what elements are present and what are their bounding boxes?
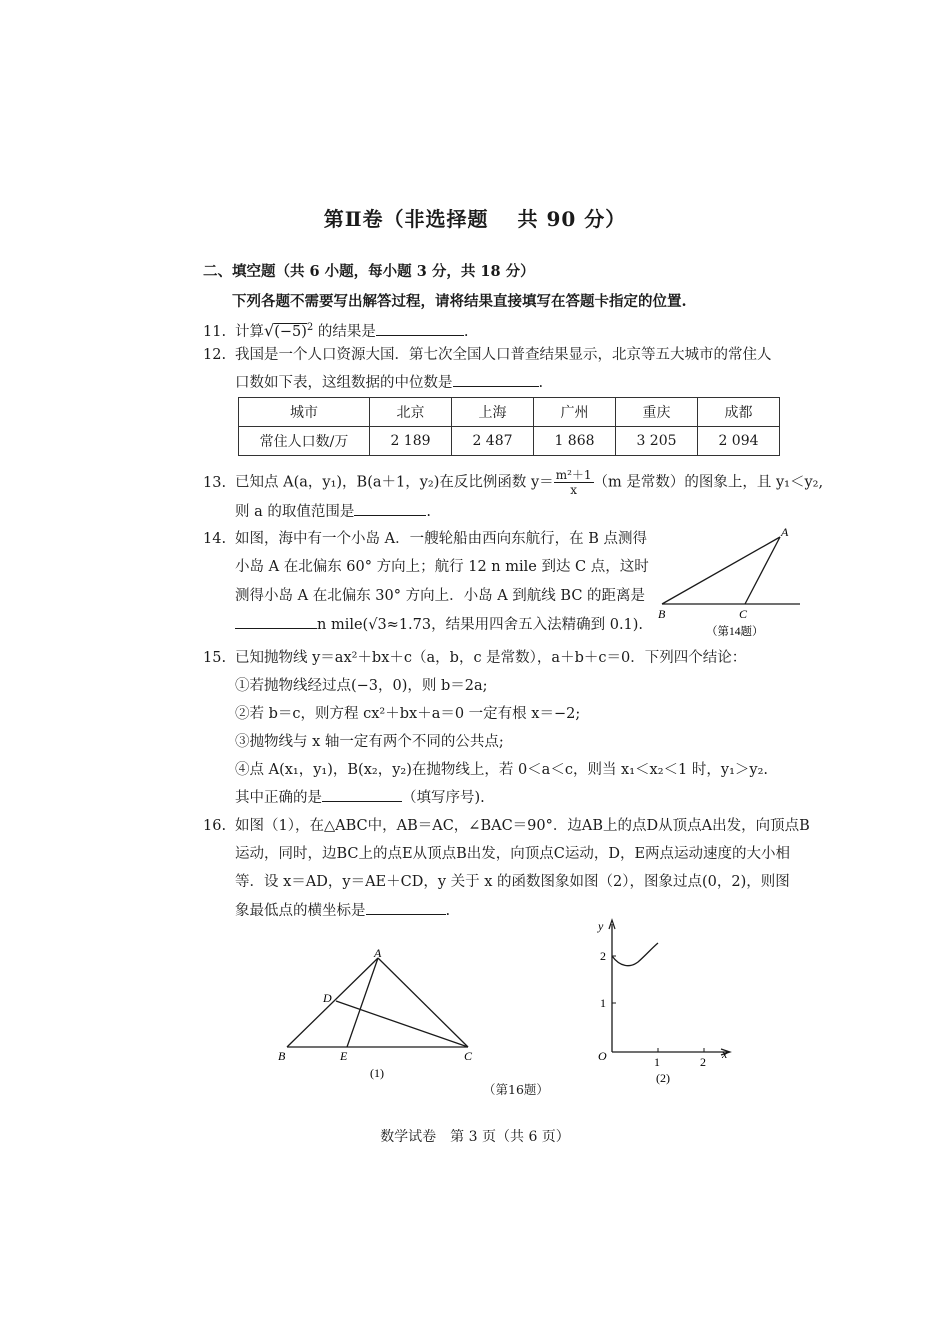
table-row: [239, 427, 780, 456]
question-16: 16. 如图（1），在△ABC中，AB＝AC，∠BAC＝90°．边AB上的点D从顶点A出发，向顶点B: [203, 818, 810, 834]
table-cell: 2 487: [452, 427, 534, 456]
question-number: 16.: [203, 818, 227, 834]
point-label-c: C: [464, 1049, 473, 1063]
y-tick-label: 1: [600, 996, 606, 1010]
table-cell: 北京: [370, 398, 452, 427]
question-14-line4: n mile(√3≈1.73，结果用四舍五入法精确到 0.1).: [235, 614, 643, 635]
figure-16-2: [590, 910, 750, 1085]
table-cell: 1 868: [534, 427, 616, 456]
point-label-e: E: [340, 1049, 348, 1063]
function-curve: [612, 943, 658, 966]
question-13: 13. 已知点 A(a，y₁)，B(a＋1，y₂)在反比例函数 y＝ $\frac{\text{m²＋1}}{x}$ （m 是常数）的图象上，且 y₁＜y₂,: [203, 468, 824, 497]
table-cell: 常住人口数/万: [239, 427, 370, 456]
conclusion-4: ④点 A(x₁，y₁)，B(x₂，y₂)在抛物线上，若 0＜a＜c，则当 x₁＜x₂＜1 时，y₁＞y₂.: [235, 762, 768, 778]
point-label-a: A: [374, 946, 382, 960]
fraction: $\frac{\text{m²＋1}}{x}$: [555, 468, 592, 497]
figure-16-caption: （第16题）: [483, 1082, 549, 1097]
question-15-answer: 其中正确的是 （填写序号).: [235, 787, 485, 808]
answer-blank: [235, 614, 317, 629]
answer-blank: [453, 372, 539, 387]
conclusion-3: ③抛物线与 x 轴一定有两个不同的公共点;: [235, 734, 504, 750]
figure-16-1: [270, 945, 490, 1085]
figure-caption: (2): [656, 1071, 670, 1085]
question-11: 11. 计算$√(-5)^2$ 的结果是 .: [203, 320, 469, 340]
point-label-b: B: [658, 607, 666, 621]
page-footer: 数学试卷 第 3 页（共 6 页）: [380, 1129, 570, 1145]
side-ab: [287, 958, 378, 1047]
x-tick-label: 2: [700, 1055, 706, 1069]
table-cell: 2 094: [698, 427, 780, 456]
side-ac: [378, 958, 468, 1047]
conclusion-2: ②若 b＝c，则方程 cx²＋bx＋a＝0 一定有根 x＝−2;: [235, 706, 581, 722]
y-tick-label: 2: [600, 949, 606, 963]
page-title: 第Ⅱ卷（非选择题 共 90 分）: [323, 207, 627, 231]
table-cell: 成都: [698, 398, 780, 427]
question-number: 15.: [203, 650, 227, 666]
figure-caption: (1): [370, 1066, 384, 1080]
question-14: 14. 如图，海中有一个小岛 A．一艘轮船由西向东航行，在 B 点测得: [203, 531, 647, 547]
question-14-line2: 小岛 A 在北偏东 60° 方向上；航行 12 n mile 到达 C 点，这时: [235, 559, 649, 575]
table-cell: 城市: [239, 398, 370, 427]
section-instruction: 下列各题不需要写出解答过程，请将结果直接填写在答题卡指定的位置.: [232, 293, 687, 310]
segment-cd: [336, 1001, 468, 1047]
x-tick-label: 1: [654, 1055, 660, 1069]
question-13-line2: 则 a 的取值范围是 .: [235, 501, 431, 522]
answer-blank: [376, 321, 464, 336]
conclusion-1: ①若抛物线经过点(−3，0)，则 b＝2a;: [235, 678, 488, 694]
question-number: 12.: [203, 347, 227, 363]
question-14-line3: 测得小岛 A 在北偏东 30° 方向上．小岛 A 到航线 BC 的距离是: [235, 588, 646, 604]
figure-caption: （第14题）: [706, 626, 764, 638]
question-number: 13.: [203, 474, 227, 491]
point-label-d: D: [323, 991, 332, 1005]
question-12-line2: 口数如下表，这组数据的中位数是 .: [235, 372, 543, 393]
table-cell: 3 205: [616, 427, 698, 456]
question-16-line2: 运动，同时，边BC上的点E从顶点B出发，向顶点C运动，D，E两点运动速度的大小相: [235, 846, 791, 862]
answer-blank: [366, 900, 446, 915]
question-number: 11.: [203, 323, 227, 340]
table-cell: 广州: [534, 398, 616, 427]
figure-14: [650, 522, 810, 642]
y-axis-label: y: [598, 919, 604, 933]
segment-ae: [347, 958, 378, 1047]
population-table: [238, 397, 780, 456]
answer-blank: [354, 501, 426, 516]
table-cell: 2 189: [370, 427, 452, 456]
table-header-row: [239, 398, 780, 427]
x-axis-label: x: [722, 1047, 728, 1061]
question-16-line3: 等．设 x＝AD，y＝AE＋CD，y 关于 x 的函数图象如图（2），图象过点(0，2)，则图: [235, 874, 790, 890]
section-heading: 二、填空题（共 6 小题，每小题 3 分，共 18 分）: [203, 263, 535, 280]
point-label-c: C: [739, 607, 748, 621]
question-number: 14.: [203, 531, 227, 547]
question-16-line4: 象最低点的横坐标是 .: [235, 900, 450, 921]
table-cell: 上海: [452, 398, 534, 427]
table-cell: 重庆: [616, 398, 698, 427]
answer-blank: [322, 787, 402, 802]
origin-label: O: [598, 1049, 607, 1063]
point-label-a: A: [781, 525, 789, 539]
sqrt-icon: √: [264, 320, 275, 340]
point-label-b: B: [278, 1049, 286, 1063]
question-12: 12. 我国是一个人口资源大国．第七次全国人口普查结果显示，北京等五大城市的常住人: [203, 347, 772, 363]
question-15: 15. 已知抛物线 y＝ax²＋bx＋c（a，b，c 是常数），a＋b＋c＝0．下列四个结论：: [203, 650, 747, 666]
